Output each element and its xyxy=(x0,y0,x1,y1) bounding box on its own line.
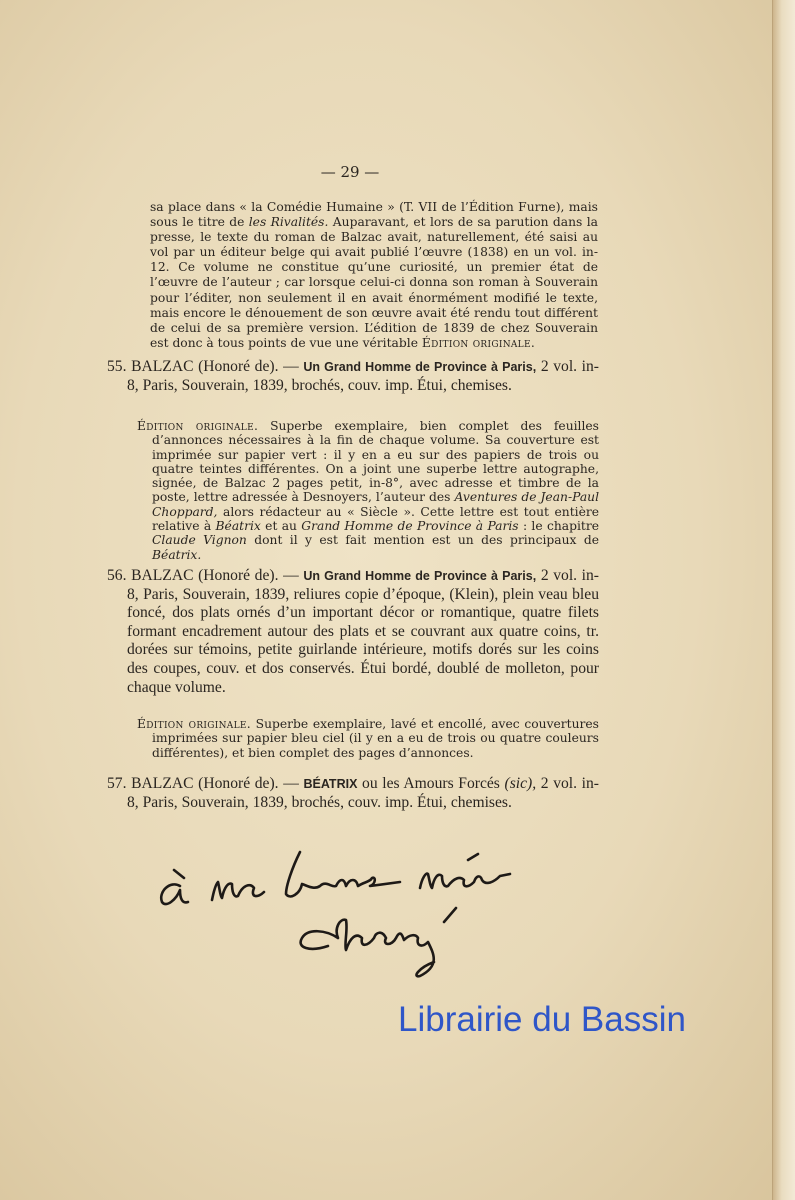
entry-55-note-em1: Aventures de Jean-Paul Choppard, xyxy=(152,490,599,519)
entry-55-note-em5: Béatrix. xyxy=(152,547,202,562)
intro-text-1: sa place dans « la Comédie Humaine » (T. VII de l’Édition Furne), mais sous le titre de xyxy=(150,200,598,230)
intro-paragraph xyxy=(150,200,598,351)
entry-57-details-a: ou les Amours Forcés xyxy=(357,775,505,792)
entry-55-note-text-a: Superbe exemplaire, bien complet des feuilles d’annonces nécessaires à la fin de chaque volume. Sa couverture est imprimée sur papier vert : il y en a eu sur des papiers de trois ou quatre teintes différentes. On a joint une superbe lettre autographe, signée, de Balzac 2 pages petit, in-8°, avec adresse et timbre de la poste, lettre adressée à Desnoyers, l’auteur des xyxy=(152,419,599,505)
entry-55-note-em4: Claude Vignon xyxy=(152,533,247,548)
entry-57-title: BÉATRIX xyxy=(303,777,358,791)
page-number: — 29 — xyxy=(320,163,380,181)
entry-56-title: Un Grand Homme de Province à Paris, xyxy=(303,569,537,583)
entry-57-details-b: 2 vol. in-8, Paris, Souverain, 1839, brochés, couv. imp. Étui, chemises. xyxy=(127,775,600,811)
entry-56-details: 2 vol. in-8, Paris, Souverain, 1839, reliures copie d’époque, (Klein), plein veau bleu foncé, dos plats ornés d’un important décor or romantique, quatre filets formant encadrement autour des plats et se couvrant aux quatre coins, tr. dorées sur témoins, petite guirlande intérieure, motifs dorés sur les coins des coupes, couv. et dos conservés. Étui bordé, doublé de molleton, pour chaque volume. xyxy=(127,567,600,696)
entry-55-note-em2: Béatrix xyxy=(215,519,261,534)
entry-55-title: Un Grand Homme de Province à Paris, xyxy=(303,360,537,374)
entry-55-head: 55. BALZAC (Honoré de). — xyxy=(107,358,304,375)
handwritten-inscription xyxy=(150,842,570,982)
entry-55-note-text-d: : le chapitre xyxy=(518,519,599,534)
entry-55-note-text-c: et au xyxy=(260,519,302,534)
entry-55-details: 2 vol. in-8, Paris, Souverain, 1839, brochés, couv. imp. Étui, chemises. xyxy=(127,358,600,394)
entry-57-sic: (sic), xyxy=(504,775,537,792)
entry-56-head: 56. BALZAC (Honoré de). — xyxy=(107,567,304,584)
watermark: Librairie du Bassin xyxy=(398,1000,686,1039)
inscription-ma xyxy=(212,882,264,900)
entry-55-note xyxy=(137,419,599,562)
page-edge xyxy=(772,0,795,1200)
entry-56-note xyxy=(137,717,599,760)
entry-55-note-em3: Grand Homme de Province à Paris xyxy=(301,519,519,534)
intro-text-2: Auparavant, et lors de sa parution dans la presse, le texte du roman de Balzac avait, naturellement, été saisi au vol par un éditeur belge qui avait publié l’œuvre (1838) en un vol. in-12. Ce volume ne constitue qu’une curiosité, un premier état de l’œuvre de l’auteur ; car lorsque celui-ci donna son roman à Souverain pour l’éditer, non seulement il en avait énormément modifié le texte, mais encore le dénouement de son œuvre avait été rendu tout différent de celui de sa première version. L’édition de 1839 de chez Souverain est donc à tous points de vue une véritable xyxy=(150,215,598,350)
entry-55-note-edition: Édition originale. xyxy=(137,419,259,433)
entry-55-note-text-e: dont il y est fait mention est un des principaux de xyxy=(246,533,599,548)
entry-56 xyxy=(107,567,599,697)
entry-57-head: 57. BALZAC (Honoré de). — xyxy=(107,775,304,792)
inscription-mere-accent xyxy=(468,854,478,860)
entry-56-note-text: Superbe exemplaire, lavé et encollé, avec couvertures imprimées sur papier bleu ciel (il y en a eu de trois ou quatre couleurs différentes), et bien complet des pages d’annonces. xyxy=(152,717,599,760)
entry-56-note-edition: Édition originale. xyxy=(137,717,251,731)
inscription-honore-accent xyxy=(444,908,456,922)
inscription-accent xyxy=(174,870,184,878)
inscription-mere xyxy=(420,874,510,888)
entry-55-note-text-b: alors rédacteur au « Siècle ». Cette lettre est tout entière relative à xyxy=(152,504,599,534)
intro-edition-originale: Édition originale. xyxy=(421,335,536,350)
intro-title-rivalites: les Rivalités. xyxy=(248,215,329,230)
entry-57 xyxy=(107,775,599,812)
inscription-a xyxy=(161,884,188,904)
inscription-bonne xyxy=(286,852,400,896)
inscription-honore xyxy=(301,920,434,977)
entry-55 xyxy=(107,358,599,395)
